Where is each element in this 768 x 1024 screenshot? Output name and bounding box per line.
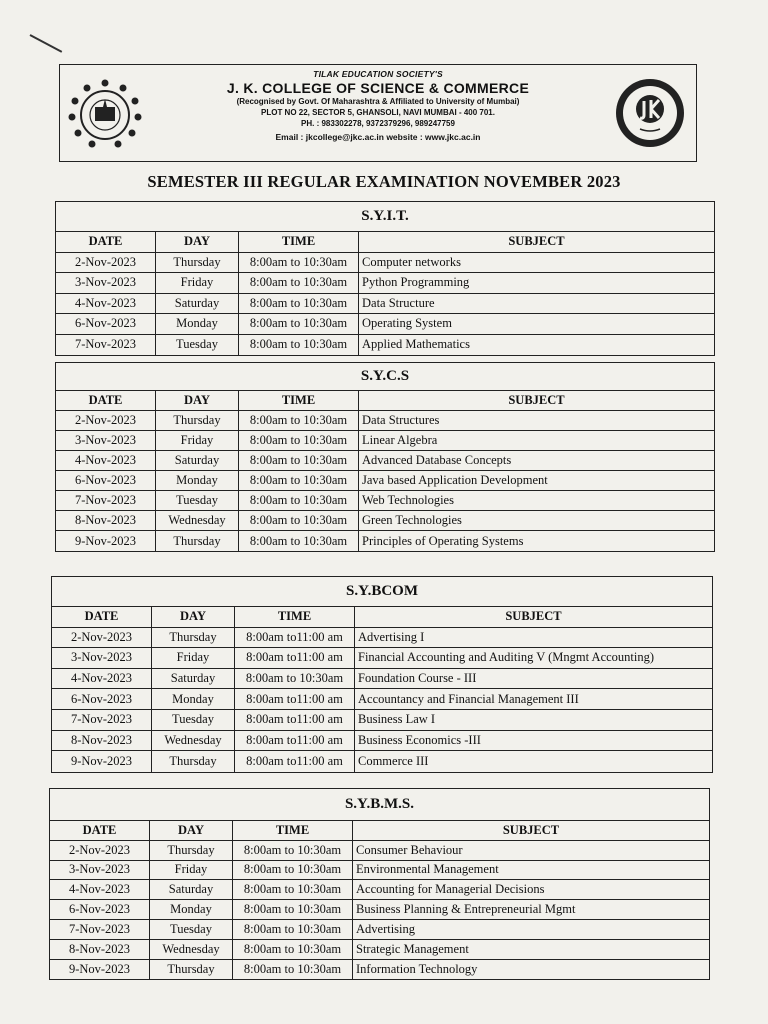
cell-subject: Business Planning & Entrepreneurial Mgmt (356, 902, 576, 917)
address-text: PLOT NO 22, SECTOR 5, GHANSOLI, NAVI MUMBAI - 400 701. (261, 108, 495, 117)
cell-time: 8:00am to 10:30am (239, 431, 359, 450)
cell-subject: Data Structure (362, 295, 435, 310)
cell-time: 8:00am to 10:30am (233, 960, 353, 980)
cell-time: 8:00am to 10:30am (233, 861, 353, 880)
cell-time: 8:00am to 10:30am (239, 511, 359, 530)
exam-section-2 (51, 576, 713, 773)
cell-day: Tuesday (152, 710, 235, 730)
cell-day: Monday (150, 900, 233, 919)
cell-time: 8:00am to 10:30am (239, 314, 359, 334)
cell-day: Saturday (150, 880, 233, 899)
cell-time: 8:00am to 10:30am (239, 253, 359, 273)
section-title: S.Y.BCOM (52, 577, 712, 607)
table-row (50, 841, 709, 861)
exam-section-3 (49, 788, 710, 980)
cell-subject: Financial Accounting and Auditing V (Mngmt Accounting) (358, 650, 655, 665)
cell-day: Thursday (156, 531, 239, 551)
table-row (56, 431, 714, 451)
cell-date: 3-Nov-2023 (50, 861, 150, 880)
column-header-day: DAY (156, 391, 239, 410)
cell-subject: Commerce III (358, 753, 429, 768)
cell-date: 9-Nov-2023 (50, 960, 150, 980)
cell-day: Thursday (156, 411, 239, 430)
exam-section-1 (55, 362, 715, 552)
cell-subject: Business Law I (358, 712, 436, 727)
cell-day: Thursday (152, 751, 235, 772)
phone-text: PH. : 983302278, 9372379296, 989247759 (301, 119, 455, 128)
table-row (56, 253, 714, 274)
table-row (50, 861, 709, 881)
cell-day: Tuesday (150, 920, 233, 939)
cell-date: 6-Nov-2023 (56, 471, 156, 490)
table-row (56, 294, 714, 315)
cell-date: 3-Nov-2023 (56, 431, 156, 450)
cell-date: 6-Nov-2023 (56, 314, 156, 334)
cell-day: Thursday (150, 960, 233, 980)
cell-time: 8:00am to 10:30am (233, 920, 353, 939)
cell-date: 8-Nov-2023 (52, 731, 152, 751)
society-name: TILAK EDUCATION SOCIETY'S (313, 69, 443, 79)
table-row (56, 451, 714, 471)
table-row (50, 880, 709, 900)
section-title: S.Y.C.S (56, 363, 714, 391)
cell-subject: Foundation Course - III (358, 671, 477, 686)
cell-date: 9-Nov-2023 (52, 751, 152, 772)
cell-subject: Environmental Management (356, 862, 499, 877)
column-header-time: TIME (239, 232, 359, 252)
column-header-subject: SUBJECT (508, 234, 565, 249)
cell-subject: Principles of Operating Systems (362, 533, 524, 548)
cell-time: 8:00am to 10:30am (239, 471, 359, 490)
cell-date: 2-Nov-2023 (50, 841, 150, 860)
cell-time: 8:00am to11:00 am (235, 731, 355, 751)
column-header-day: DAY (156, 232, 239, 252)
pen-mark (30, 34, 63, 53)
cell-day: Wednesday (156, 511, 239, 530)
cell-date: 8-Nov-2023 (56, 511, 156, 530)
cell-day: Friday (156, 431, 239, 450)
cell-subject: Operating System (362, 316, 452, 331)
cell-date: 4-Nov-2023 (56, 451, 156, 470)
cell-date: 6-Nov-2023 (52, 689, 152, 709)
table-row (50, 900, 709, 920)
cell-subject: Advertising I (358, 629, 425, 644)
table-row (56, 511, 714, 531)
cell-day: Monday (156, 471, 239, 490)
cell-day: Thursday (156, 253, 239, 273)
cell-date: 7-Nov-2023 (56, 335, 156, 356)
cell-day: Wednesday (152, 731, 235, 751)
cell-subject: Applied Mathematics (362, 337, 470, 352)
cell-subject: Accountancy and Financial Management III (358, 691, 579, 706)
cell-day: Friday (156, 273, 239, 293)
cell-day: Saturday (156, 451, 239, 470)
cell-day: Wednesday (150, 940, 233, 959)
cell-day: Saturday (152, 669, 235, 689)
cell-time: 8:00am to 10:30am (233, 880, 353, 899)
cell-date: 4-Nov-2023 (56, 294, 156, 314)
column-header-subject: SUBJECT (502, 822, 560, 837)
cell-date: 8-Nov-2023 (50, 940, 150, 959)
cell-time: 8:00am to11:00 am (235, 648, 355, 668)
cell-subject: Business Economics -III (358, 732, 481, 747)
cell-day: Thursday (150, 841, 233, 860)
cell-subject: Computer networks (362, 254, 461, 269)
cell-time: 8:00am to 10:30am (235, 669, 355, 689)
cell-time: 8:00am to 10:30am (239, 335, 359, 356)
column-header-subject: SUBJECT (505, 609, 562, 624)
table-row (52, 669, 712, 690)
cell-date: 3-Nov-2023 (52, 648, 152, 668)
cell-day: Monday (152, 689, 235, 709)
cell-date: 2-Nov-2023 (56, 253, 156, 273)
cell-time: 8:00am to 10:30am (239, 451, 359, 470)
exam-section-0 (55, 201, 715, 356)
cell-time: 8:00am to 10:30am (233, 841, 353, 860)
table-row (50, 960, 709, 980)
table-row (52, 689, 712, 710)
column-header-time: TIME (235, 607, 355, 627)
cell-subject: Java based Application Development (362, 473, 548, 487)
table-row (52, 751, 712, 772)
table-row (52, 648, 712, 669)
column-header-date: DATE (50, 821, 150, 840)
column-header-day: DAY (152, 607, 235, 627)
cell-time: 8:00am to11:00 am (235, 710, 355, 730)
email-website-text: Email : jkcollege@jkc.ac.in website : www.jkc.ac.in (275, 132, 481, 142)
cell-subject: Consumer Behaviour (356, 842, 463, 857)
table-row (56, 491, 714, 511)
table-header (50, 821, 709, 841)
college-name: J. K. COLLEGE OF SCIENCE & COMMERCE (226, 80, 530, 96)
table-row (56, 314, 714, 335)
column-header-date: DATE (52, 607, 152, 627)
table-header (56, 391, 714, 411)
cell-day: Thursday (152, 628, 235, 648)
cell-date: 2-Nov-2023 (56, 411, 156, 430)
table-row (56, 471, 714, 491)
cell-time: 8:00am to 10:30am (239, 411, 359, 430)
column-header-date: DATE (56, 232, 156, 252)
table-row (52, 731, 712, 752)
cell-time: 8:00am to 10:30am (239, 491, 359, 510)
cell-subject: Python Programming (362, 275, 470, 290)
cell-subject: Advanced Database Concepts (362, 453, 512, 467)
cell-date: 4-Nov-2023 (52, 669, 152, 689)
table-row (52, 710, 712, 731)
column-header-day: DAY (150, 821, 233, 840)
table-row (56, 531, 714, 551)
cell-day: Monday (156, 314, 239, 334)
cell-date: 9-Nov-2023 (56, 531, 156, 551)
cell-subject: Strategic Management (356, 941, 469, 956)
cell-subject: Accounting for Managerial Decisions (356, 882, 545, 897)
cell-day: Friday (152, 648, 235, 668)
cell-date: 3-Nov-2023 (56, 273, 156, 293)
cell-date: 4-Nov-2023 (50, 880, 150, 899)
cell-date: 7-Nov-2023 (56, 491, 156, 510)
table-header (56, 232, 714, 253)
cell-time: 8:00am to 10:30am (239, 294, 359, 314)
cell-time: 8:00am to11:00 am (235, 751, 355, 772)
cell-date: 2-Nov-2023 (52, 628, 152, 648)
cell-day: Tuesday (156, 335, 239, 356)
cell-time: 8:00am to 10:30am (233, 940, 353, 959)
section-title: S.Y.I.T. (56, 202, 714, 232)
cell-date: 7-Nov-2023 (50, 920, 150, 939)
cell-time: 8:00am to11:00 am (235, 628, 355, 648)
cell-time: 8:00am to 10:30am (233, 900, 353, 919)
cell-time: 8:00am to11:00 am (235, 689, 355, 709)
cell-date: 6-Nov-2023 (50, 900, 150, 919)
college-header (59, 64, 697, 162)
section-title: S.Y.B.M.S. (50, 789, 709, 821)
table-row (50, 920, 709, 940)
cell-date: 7-Nov-2023 (52, 710, 152, 730)
cell-day: Tuesday (156, 491, 239, 510)
exam-title: SEMESTER III REGULAR EXAMINATION NOVEMBER 2023 (147, 172, 621, 191)
college-info (152, 69, 604, 142)
column-header-subject: SUBJECT (508, 393, 565, 407)
cell-subject: Information Technology (356, 961, 478, 976)
cell-day: Friday (150, 861, 233, 880)
table-row (56, 335, 714, 356)
cell-subject: Web Technologies (362, 493, 454, 507)
cell-subject: Advertising (356, 921, 416, 936)
cell-subject: Green Technologies (362, 513, 462, 527)
table-row (50, 940, 709, 960)
society-emblem-icon (68, 77, 142, 151)
cell-subject: Data Structures (362, 413, 440, 427)
cell-day: Saturday (156, 294, 239, 314)
column-header-time: TIME (239, 391, 359, 410)
college-logo-icon (614, 77, 686, 149)
table-row (52, 628, 712, 649)
cell-subject: Linear Algebra (362, 433, 438, 447)
cell-time: 8:00am to 10:30am (239, 273, 359, 293)
table-header (52, 607, 712, 628)
column-header-date: DATE (56, 391, 156, 410)
recognition-text: (Recognised by Govt. Of Maharashtra & Affiliated to University of Mumbai) (236, 97, 520, 106)
table-row (56, 411, 714, 431)
column-header-time: TIME (233, 821, 353, 840)
cell-time: 8:00am to 10:30am (239, 531, 359, 551)
table-row (56, 273, 714, 294)
